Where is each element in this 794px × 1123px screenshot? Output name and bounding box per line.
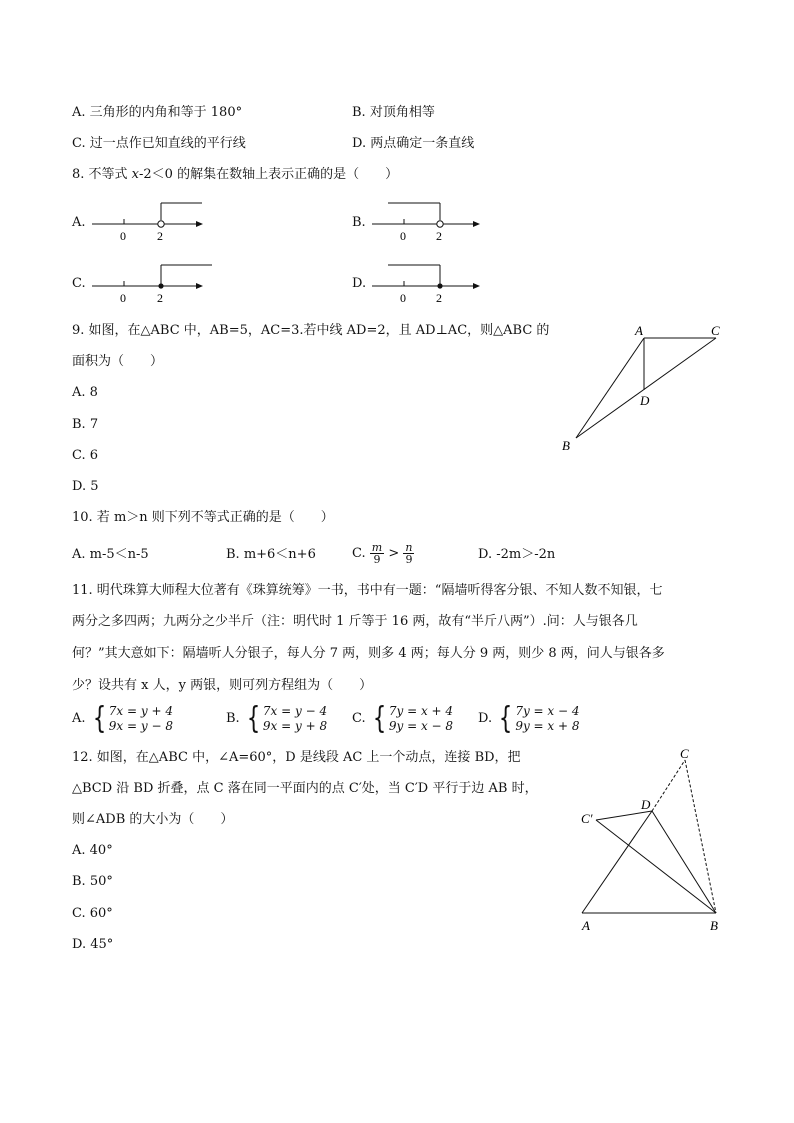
q9-option-c: C. 6 — [72, 448, 99, 463]
vertex-d-label: D — [641, 797, 651, 812]
q10-stem: 10. 若 m＞n 则下列不等式正确的是（ ） — [72, 510, 334, 525]
q10-option-a: A. m-5＜n-5 — [72, 547, 149, 562]
vertex-c-label: C — [680, 746, 689, 761]
tick-2-label: 2 — [157, 229, 163, 243]
vertex-a-label: A — [582, 918, 590, 933]
vertex-c-label: C — [711, 323, 720, 338]
q7-option-a: A. 三角形的内角和等于 180° — [72, 105, 243, 120]
q10-option-d: D. -2m＞-2n — [478, 547, 556, 562]
number-line-c — [90, 260, 220, 308]
q7-option-c: C. 过一点作已知直线的平行线 — [72, 136, 246, 151]
number-line-a — [90, 198, 210, 246]
vertex-b-label: B — [562, 438, 570, 453]
vertex-b-label: B — [710, 918, 718, 933]
fraction-n-over-9: $\frac{n}{9}$ — [405, 541, 413, 566]
q9-stem-line1: 9. 如图，在△ABC 中，AB=5，AC=3.若中线 AD=2，且 AD⊥AC，则△ABC 的 — [72, 323, 550, 338]
q12-triangle-figure — [576, 742, 736, 938]
q10-option-b: B. m+6＜n+6 — [226, 547, 316, 562]
q9-option-d: D. 5 — [72, 479, 99, 494]
vertex-d-label: D — [640, 393, 650, 408]
tick-0-label: 0 — [120, 291, 126, 305]
tick-0-label: 0 — [400, 291, 406, 305]
q8-stem: 8. 不等式 x-2＜0 的解集在数轴上表示正确的是（ ） — [72, 167, 399, 182]
vertex-a-label: A — [635, 323, 643, 338]
q11-option-a: A. { 7x = y + 4 9x = y − 8 — [72, 700, 173, 736]
q11-line2: 两分之多四两；九两分之少半斤（注：明代时 1 斤等于 16 两，故有“半斤八两”）.问：人与银各几 — [72, 614, 638, 629]
q9-triangle-figure — [556, 318, 736, 458]
tick-0-label: 0 — [120, 229, 126, 243]
tick-0-label: 0 — [400, 229, 406, 243]
q11-line3: 何？”其大意如下：隔墙听人分银子，每人分 7 两，则多 4 两；每人分 9 两，则少 8 两，问人与银各多 — [72, 646, 665, 661]
q9-option-a: A. 8 — [72, 385, 98, 400]
q12-option-c: C. 60° — [72, 906, 113, 921]
q11-line1: 11. 明代珠算大师程大位著有《珠算统筹》一书，书中有一题：“隔墙听得客分银、不知人数不知银，七 — [72, 583, 663, 598]
fraction-m-over-9: $\frac{m}{9}$ — [371, 541, 383, 566]
q9-stem-line2: 面积为（ ） — [72, 354, 164, 369]
q12-option-a: A. 40° — [72, 843, 113, 858]
q8-option-b-label: B. — [352, 215, 366, 230]
q8-option-a-label: A. — [72, 215, 86, 230]
q12-line2: △BCD 沿 BD 折叠，点 C 落在同一平面内的点 C′处，当 C′D 平行于边 AB 时， — [72, 781, 538, 796]
q8-option-c-label: C. — [72, 276, 86, 291]
q11-line4: 少？设共有 x 人，y 两银，则可列方程组为（ ） — [72, 678, 373, 693]
tick-2-label: 2 — [436, 229, 442, 243]
q11-option-c: C. { 7y = x + 4 9y = x − 8 — [352, 700, 454, 736]
q11-option-b: B. { 7x = y − 4 9x = y + 8 — [226, 700, 328, 736]
q10-option-c: C. $\frac{m}{9}$ > $\frac{n}{9}$ — [352, 541, 413, 566]
q9-option-b: B. 7 — [72, 417, 99, 432]
q11-option-d: D. { 7y = x − 4 9y = x + 8 — [478, 700, 580, 736]
number-line-b — [370, 198, 490, 246]
tick-2-label: 2 — [436, 291, 442, 305]
q7-option-d: D. 两点确定一条直线 — [352, 136, 475, 151]
q8-option-d-label: D. — [352, 276, 367, 291]
vertex-c-prime-label: C′ — [581, 811, 593, 826]
number-line-d — [370, 260, 490, 308]
q12-line3: 则∠ADB 的大小为（ ） — [72, 812, 234, 827]
q12-option-b: B. 50° — [72, 874, 113, 889]
tick-2-label: 2 — [157, 291, 163, 305]
q12-line1: 12. 如图，在△ABC 中，∠A=60°，D 是线段 AC 上一个动点，连接 BD，把 — [72, 750, 521, 765]
q12-option-d: D. 45° — [72, 937, 114, 952]
q7-option-b: B. 对顶角相等 — [352, 105, 435, 120]
